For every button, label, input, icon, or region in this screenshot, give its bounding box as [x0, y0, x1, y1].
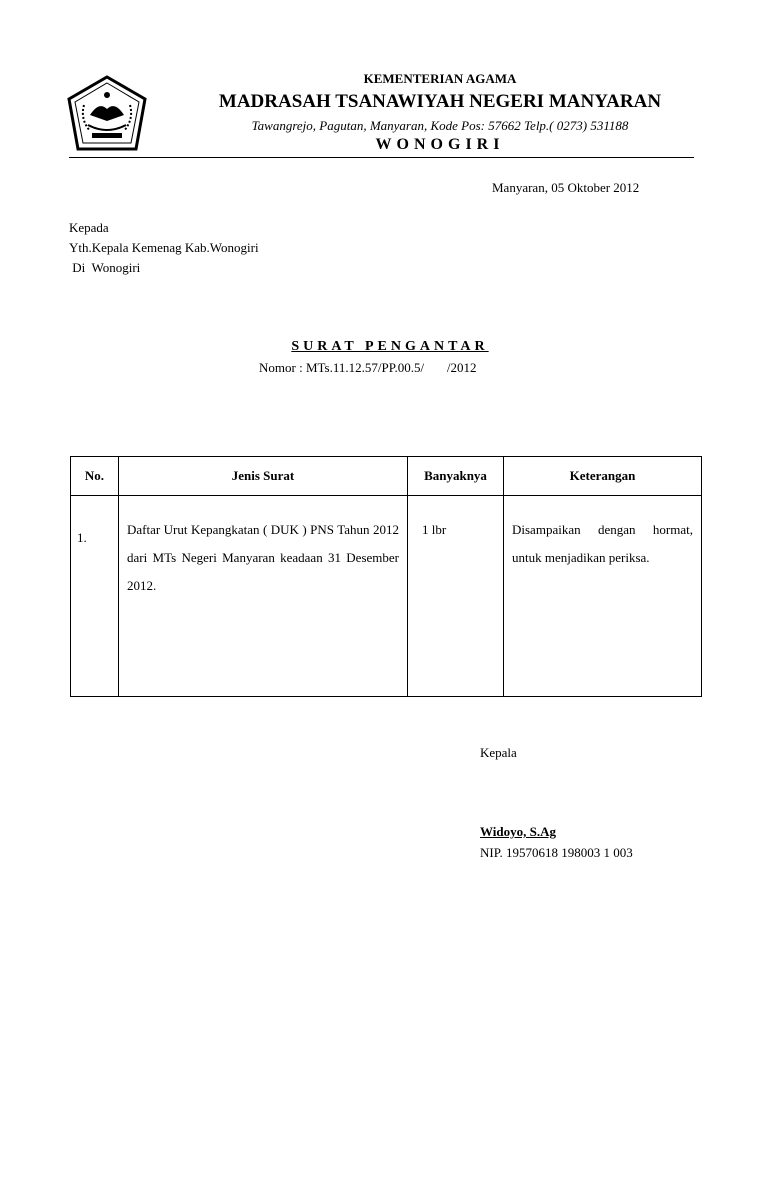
ministry-name: KEMENTERIAN AGAMA: [363, 71, 517, 86]
cell-jenis-text: Daftar Urut Kepangkatan ( DUK ) PNS Tahun 2012 dari MTs Negeri Manyaran keadaan 31 Desember 2012.: [127, 522, 399, 593]
cell-keterangan: [504, 496, 702, 697]
city-name: WONOGIRI: [375, 136, 505, 153]
document-table: [70, 456, 702, 697]
cell-banyaknya-text: 1 lbr: [422, 522, 447, 537]
col-header-no: No.: [71, 457, 119, 496]
table-header-row: [71, 457, 702, 496]
cell-keterangan-text: Disampaikan dengan hormat, untuk menjadikan periksa.: [512, 522, 693, 565]
recipient-line-2: Yth.Kepala Kemenag Kab.Wonogiri: [69, 240, 259, 255]
signature-name: Widoyo, S.Ag: [480, 824, 556, 839]
cell-no: [71, 496, 119, 697]
school-address: Tawangrejo, Pagutan, Manyaran, Kode Pos: 57662 Telp.( 0273) 531188: [251, 118, 629, 133]
letter-date: Manyaran, 05 Oktober 2012: [492, 180, 640, 195]
header-divider: [69, 157, 694, 158]
recipient-line-1: Kepada: [69, 220, 109, 235]
letter-number: Nomor : MTs.11.12.57/PP.00.5/ /2012: [259, 360, 477, 375]
cell-banyaknya: [408, 496, 504, 697]
school-name: MADRASAH TSANAWIYAH NEGERI MANYARAN: [218, 91, 662, 112]
signature-nip: NIP. 19570618 198003 1 003: [480, 845, 633, 860]
signature-position: Kepala: [480, 745, 517, 760]
table-row: [71, 496, 702, 697]
col-header-jenis: Jenis Surat: [119, 457, 408, 496]
cell-no-text: 1.: [77, 530, 87, 545]
recipient-line-3: Di Wonogiri: [69, 260, 141, 275]
letter-title: SURAT PENGANTAR: [291, 339, 489, 354]
cell-jenis: [119, 496, 408, 697]
col-header-keterangan: Keterangan: [504, 457, 702, 496]
ministry-logo: [66, 75, 148, 153]
col-header-banyaknya: Banyaknya: [408, 457, 504, 496]
